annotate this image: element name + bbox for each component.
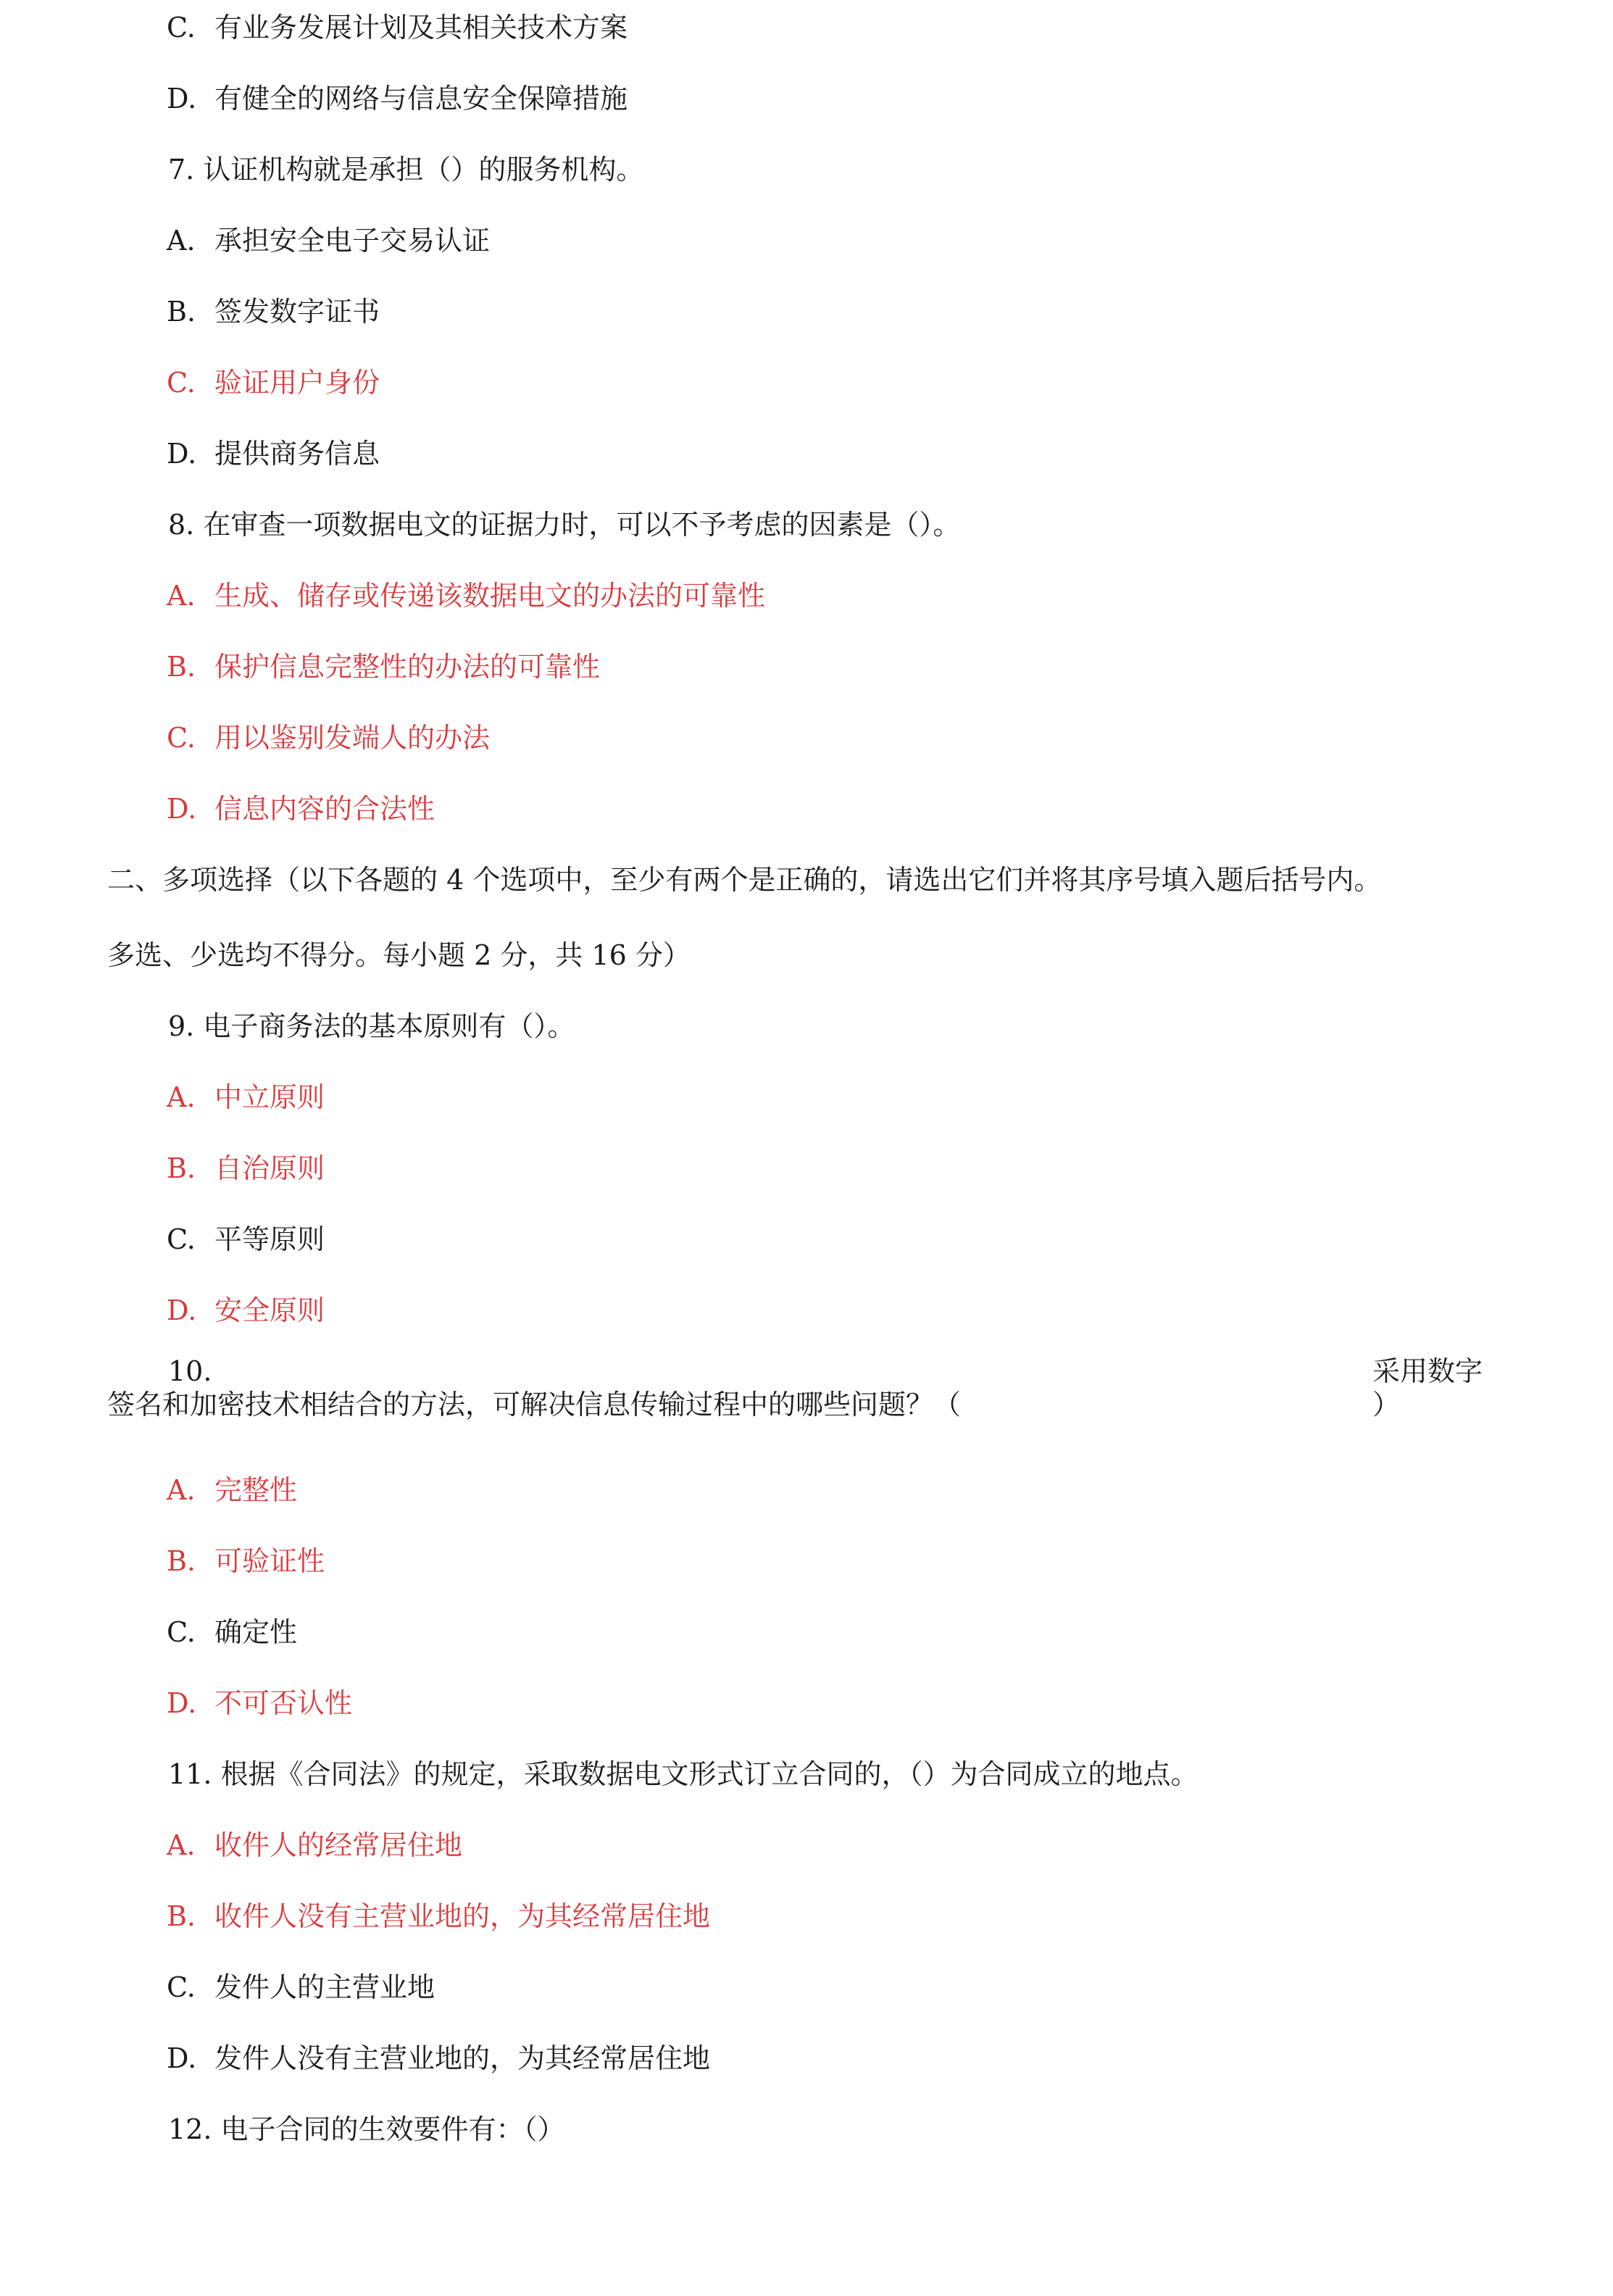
option-text: 发件人没有主营业地的，为其经常居住地 xyxy=(214,2042,711,2074)
option-text: 可验证性 xyxy=(214,1545,325,1577)
option-text: 有健全的网络与信息安全保障措施 xyxy=(214,83,628,115)
option-letter: C. xyxy=(167,12,196,43)
option-letter: D. xyxy=(167,438,197,470)
option-text: 提供商务信息 xyxy=(214,438,380,470)
answer-option xyxy=(167,436,380,471)
question-stem: 7. 认证机构就是承担（）的服务机构。 xyxy=(168,154,644,186)
option-text: 用以鉴别发端人的办法 xyxy=(214,722,491,754)
answer-option xyxy=(167,81,628,116)
answer-option xyxy=(167,791,435,826)
option-letter: D. xyxy=(167,793,197,825)
answer-option xyxy=(167,10,628,45)
option-text: 平等原则 xyxy=(214,1223,325,1255)
option-letter: D. xyxy=(167,1294,197,1326)
question-10-number: 10. xyxy=(168,1355,212,1387)
answer-option xyxy=(167,649,600,684)
answer-option xyxy=(167,365,380,400)
answer-option xyxy=(167,1899,710,1934)
option-text: 保护信息完整性的办法的可靠性 xyxy=(214,651,601,683)
section-heading: 多选、少选均不得分。每小题 2 分，共 16 分） xyxy=(107,939,691,971)
section-heading: 二、多项选择（以下各题的 4 个选项中，至少有两个是正确的，请选出它们并将其序号填入题后括号内。 xyxy=(107,864,1382,896)
answer-option xyxy=(167,1544,325,1578)
answer-option xyxy=(167,2041,710,2076)
option-letter: A. xyxy=(167,1829,196,1861)
option-text: 中立原则 xyxy=(214,1081,325,1113)
option-letter: A. xyxy=(167,1081,196,1113)
answer-option xyxy=(167,1151,325,1186)
answer-option xyxy=(167,1222,325,1257)
option-letter: B. xyxy=(167,651,196,683)
option-text: 安全原则 xyxy=(214,1294,325,1326)
answer-option xyxy=(167,1293,325,1328)
question-stem: 11. 根据《合同法》的规定，采取数据电文形式订立合同的，（）为合同成立的地点。 xyxy=(168,1758,1199,1790)
question-stem: 8. 在审查一项数据电文的证据力时，可以不予考虑的因素是（）。 xyxy=(168,509,961,541)
option-text: 承担安全电子交易认证 xyxy=(214,225,491,257)
option-text: 收件人没有主营业地的，为其经常居住地 xyxy=(214,1900,711,1932)
option-letter: C. xyxy=(167,1223,196,1255)
answer-option xyxy=(167,223,490,258)
option-letter: B. xyxy=(167,1152,196,1184)
option-letter: A. xyxy=(167,580,196,612)
question-10-text: 签名和加密技术相结合的方法，可解决信息传输过程中的哪些问题？（ xyxy=(107,1389,962,1421)
answer-option xyxy=(167,1828,462,1863)
option-letter: B. xyxy=(167,296,196,328)
option-letter: B. xyxy=(167,1900,196,1932)
option-letter: A. xyxy=(167,225,196,257)
question-stem: 9. 电子商务法的基本原则有（）。 xyxy=(168,1010,575,1042)
option-letter: B. xyxy=(167,1545,196,1577)
option-text: 验证用户身份 xyxy=(214,367,380,399)
answer-option xyxy=(167,1686,352,1721)
option-letter: A. xyxy=(167,1474,196,1506)
option-letter: C. xyxy=(167,1616,196,1648)
question-stem: 12. 电子合同的生效要件有：（） xyxy=(168,2113,565,2145)
answer-option xyxy=(167,1970,435,2005)
option-letter: C. xyxy=(167,722,196,754)
answer-option xyxy=(167,578,765,613)
option-text: 签发数字证书 xyxy=(214,296,380,328)
option-text: 信息内容的合法性 xyxy=(214,793,435,825)
option-text: 生成、储存或传递该数据电文的办法的可靠性 xyxy=(214,580,766,612)
option-letter: D. xyxy=(167,83,197,115)
option-letter: C. xyxy=(167,367,196,399)
answer-option xyxy=(167,720,490,755)
option-text: 完整性 xyxy=(214,1474,298,1506)
option-text: 不可否认性 xyxy=(214,1687,353,1719)
option-letter: D. xyxy=(167,1687,197,1719)
option-letter: D. xyxy=(167,2042,197,2074)
option-text: 发件人的主营业地 xyxy=(214,1971,435,2003)
answer-option xyxy=(167,1473,297,1507)
answer-option xyxy=(167,1615,297,1650)
option-text: 自治原则 xyxy=(214,1152,325,1184)
option-letter: C. xyxy=(167,1971,196,2003)
answer-option xyxy=(167,1080,325,1115)
answer-option xyxy=(167,294,380,329)
option-text: 确定性 xyxy=(214,1616,298,1648)
question-10-right-paren: ） xyxy=(1372,1389,1401,1421)
question-10-right-top: 采用数字 xyxy=(1372,1355,1483,1387)
option-text: 有业务发展计划及其相关技术方案 xyxy=(214,12,628,43)
option-text: 收件人的经常居住地 xyxy=(214,1829,463,1861)
